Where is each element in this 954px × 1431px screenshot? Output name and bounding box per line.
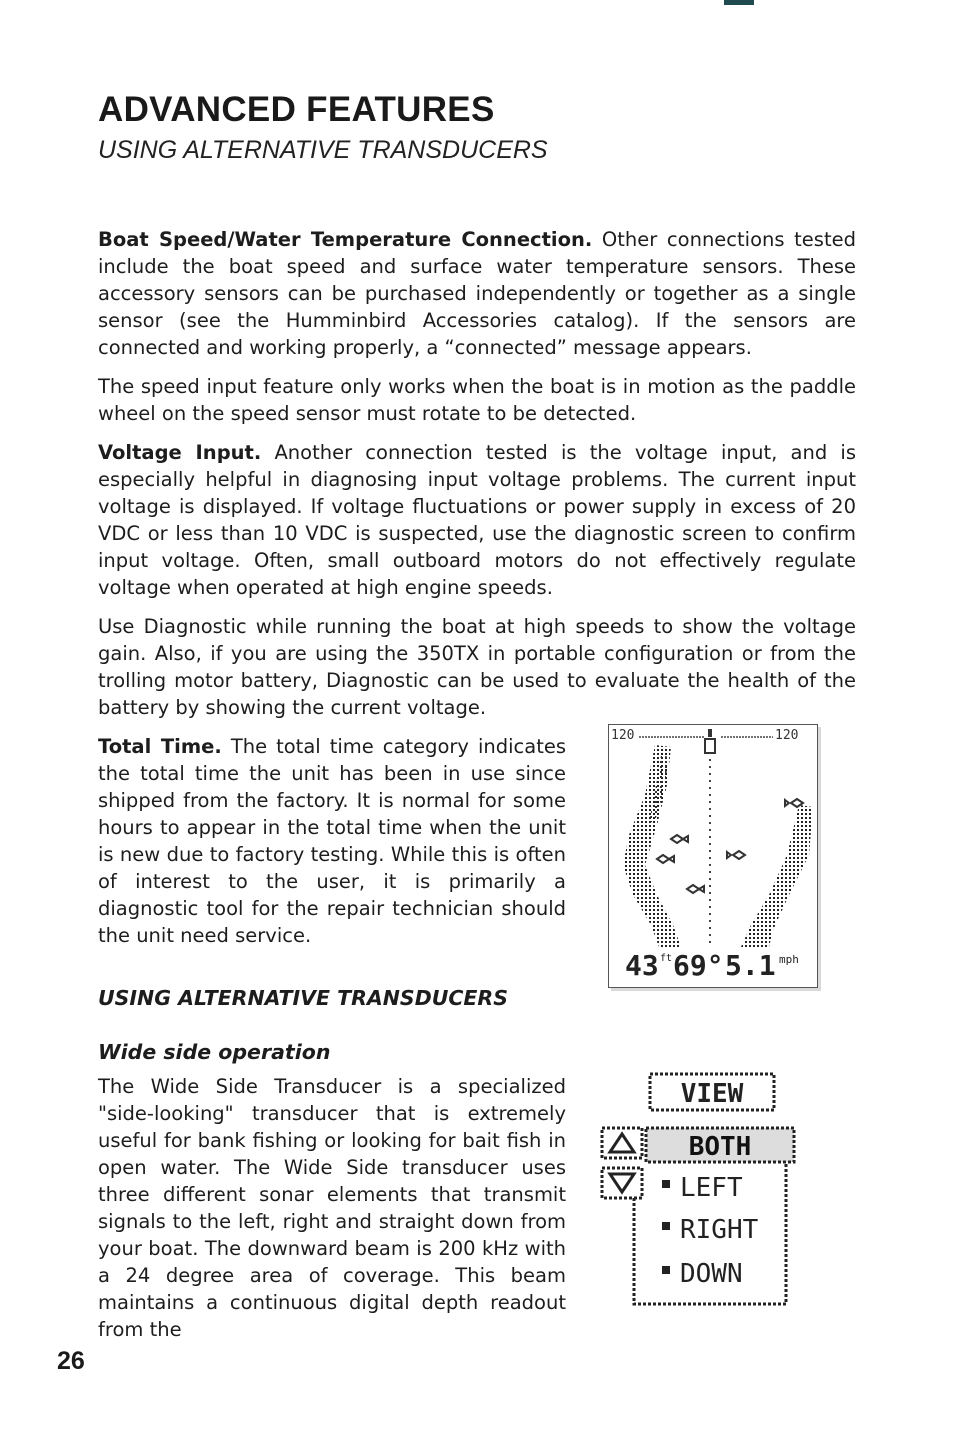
speed-input-paragraph: The speed input feature only works when the boat is in motion as the paddle wheel on the speed sensor must rotate to be detected. [98,375,856,425]
diagnostic-paragraph: Use Diagnostic while running the boat at high speeds to show the voltage gain. Also, if you are using the 350TX in portable configuration or from the trolling motor battery, Diagnostic can be used to evaluate the health of the battery by showing the current voltage. [98,615,856,719]
voltage-paragraph [98,439,856,601]
wide-side-heading: Wide side operation [98,1040,331,1064]
total-time-body: The total time category indicates the total time the unit has been in use since shipped from the factory. It is normal for some hours to appear in the total time when the unit is new due to factory testing. While this is often of interest to the user, it is primarily a diagnostic tool for the repair technician should the unit need service. [98,735,566,947]
boat-speed-lead: Boat Speed/Water Temperature Connection. [98,228,593,251]
boat-speed-body: Other connections tested include the boat speed and surface water temperature sensors. These accessory sensors can be purchased independently or together as a single sensor (see the Humminbird Accessories catalog). If the sensors are connected and working properly, a “connected” message appears. [98,228,856,359]
view-menu-graphic [598,1072,798,1312]
alt-transducers-heading: USING ALTERNATIVE TRANSDUCERS [98,986,508,1010]
boat-icon [705,729,715,753]
temperature-readout: 69° [673,949,724,982]
sonar-screen-figure [608,724,818,988]
page-title: ADVANCED FEATURES [98,90,495,129]
page-number: 26 [57,1347,85,1375]
speed-readout: 5.1 [725,949,776,982]
total-time-lead: Total Time. [98,735,222,758]
menu-item-right: RIGHT [680,1215,759,1245]
view-menu-figure [598,1072,798,1312]
wide-side-paragraph: The Wide Side Transducer is a specialized "side-looking" transducer that is extremely useful for bank fishing or looking for bait fish in open water. The Wide Side transducer uses three different sonar elements that transmit signals to the left, right and straight down from your boat. The downward beam is 200 kHz with a 24 degree area of coverage. This beam maintains a continuous digital depth readout from the [98,1075,566,1341]
speed-unit: mph [779,953,799,966]
boat-speed-paragraph [98,226,856,361]
range-right-label: 120 [775,728,799,743]
menu-selected-item: BOTH [688,1132,752,1162]
depth-unit: ft [660,953,673,964]
menu-item-left: LEFT [680,1173,743,1203]
depth-readout: 43 [625,949,659,982]
range-left-label: 120 [611,728,635,743]
voltage-body: Another connection tested is the voltage input, and is especially helpful in diagnosing input voltage problems. The current input voltage is displayed. If voltage fluctuations or power supply in excess of 20 VDC or less than 10 VDC is suspected, use the diagnostic screen to confirm input voltage. Often, small outboard motors do not effectively regulate voltage when operated at high engine speeds. [98,441,856,599]
page-tab-marker [724,0,754,5]
total-time-paragraph [98,733,566,949]
voltage-lead: Voltage Input. [98,441,262,464]
sonar-screen-graphic [609,725,817,987]
left-bottom-return [623,745,681,947]
up-arrow-icon [602,1128,642,1158]
menu-title: VIEW [680,1079,744,1109]
right-bottom-return [741,805,813,947]
menu-item-down: DOWN [680,1259,743,1289]
down-arrow-icon [602,1168,642,1198]
page-subtitle: USING ALTERNATIVE TRANSDUCERS [98,136,548,164]
